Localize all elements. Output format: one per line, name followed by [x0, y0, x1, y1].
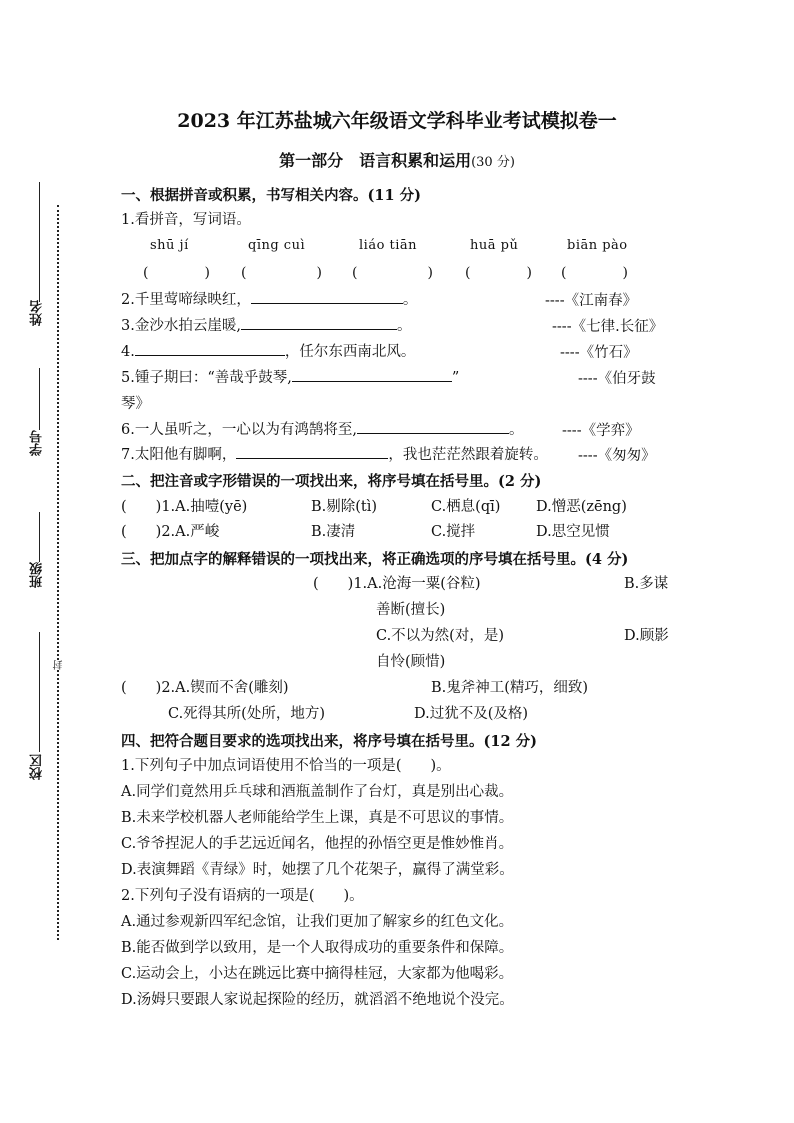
- s3-q1-b: B.多谋: [624, 576, 669, 592]
- s3-q2-b: B.鬼斧神工(精巧，细致): [431, 680, 589, 696]
- q5-line: [121, 367, 459, 388]
- school-field-line[interactable]: [39, 632, 40, 752]
- q2-text: 2.千里莺啼绿映红，: [121, 292, 251, 308]
- q2-blank[interactable]: [251, 289, 403, 304]
- s4-q2-prompt: 2.下列句子没有语病的一项是( )。: [121, 888, 364, 904]
- q7-text: 7.太阳他有脚啊，: [121, 447, 237, 463]
- q3-source: ----《七律.长征》: [552, 319, 664, 335]
- s3-q2-d: D.过犹不及(及格): [414, 706, 529, 722]
- q3-blank[interactable]: [241, 315, 397, 330]
- q5-text: 5.锺子期曰：“善哉乎鼓琴,: [121, 370, 292, 386]
- s2-q2-c: C.搅拌: [431, 524, 476, 540]
- pinyin-4: huā pǔ: [470, 238, 519, 253]
- q5-end: ”: [451, 370, 460, 386]
- section-4-heading: 四、把符合题目要求的选项找出来，将序号填在括号里。(12 分): [121, 733, 537, 750]
- s3-q2-c: C.死得其所(处所，地方): [168, 706, 325, 722]
- q3-line: [121, 315, 411, 336]
- pinyin-5: biān pào: [567, 238, 628, 253]
- s4-q1-option-c: C.爷爷捏泥人的手艺远近闻名，他捏的孙悟空更是惟妙惟肖。: [121, 836, 514, 852]
- s3-q1-d: D.顾影: [624, 628, 669, 644]
- q3-end: 。: [396, 318, 412, 334]
- answer-box-2[interactable]: ( ): [241, 265, 322, 281]
- q7-blank[interactable]: [236, 444, 388, 459]
- s2-q2-a: ( )2.A.严峻: [121, 524, 220, 540]
- name-label: 姓名: [30, 300, 45, 326]
- q6-text: 6.一人虽听之，一心以为有鸿鹄将至,: [121, 422, 357, 438]
- section-1-heading: 一、根据拼音或积累，书写相关内容。(11 分): [121, 187, 421, 204]
- s3-q1-b-cont: 善断(擅长): [376, 602, 446, 618]
- section-3-heading: 三、把加点字的解释错误的一项找出来，将正确选项的序号填在括号里。(4 分): [121, 551, 629, 568]
- answer-box-4[interactable]: ( ): [465, 265, 532, 281]
- q4-blank[interactable]: [135, 341, 285, 356]
- s4-q2-option-d: D.汤姆只要跟人家说起探险的经历，就滔滔不绝地说个没完。: [121, 992, 514, 1008]
- q2-end: 。: [402, 292, 418, 308]
- student-no-field-line[interactable]: [39, 368, 40, 430]
- q2-line: [121, 289, 417, 310]
- q4-end: ，任尔东西南北风。: [284, 344, 416, 360]
- s2-q1-c: C.栖息(qī): [431, 499, 501, 515]
- s2-q1-d: D.憎恶(zēng): [536, 499, 627, 515]
- q4-line: [121, 341, 415, 362]
- answer-box-5[interactable]: ( ): [561, 265, 628, 281]
- q2-source: ----《江南春》: [545, 293, 638, 309]
- seal-mark: 封: [54, 660, 65, 670]
- class-field-line[interactable]: [39, 512, 40, 562]
- exam-title: 2023 年江苏盐城六年级语文学科毕业考试模拟卷一: [177, 110, 617, 132]
- q5-blank[interactable]: [292, 367, 452, 382]
- answer-box-1[interactable]: ( ): [143, 265, 210, 281]
- q3-text: 3.金沙水拍云崖暖,: [121, 318, 241, 334]
- q6-blank[interactable]: [357, 419, 509, 434]
- pinyin-2: qīng cuì: [248, 238, 306, 253]
- part-points: (30 分): [471, 155, 515, 170]
- s2-q1-b: B.剔除(tì): [311, 499, 378, 515]
- q7-source: ----《匆匆》: [578, 448, 656, 464]
- part-heading: [0, 148, 794, 171]
- q7-line: [121, 444, 548, 465]
- s3-q1-d-cont: 自怜(顾惜): [376, 654, 446, 670]
- q5-source-cont: 琴》: [121, 396, 150, 412]
- s4-q1-option-b: B.未来学校机器人老师能给学生上课，真是不可思议的事情。: [121, 810, 514, 826]
- class-label: 班级: [30, 562, 45, 588]
- s2-q1-a: ( )1.A.抽噎(yē): [121, 499, 248, 515]
- school-label: 校区: [30, 754, 45, 780]
- s3-q1-c: C.不以为然(对，是): [376, 628, 505, 644]
- q4-source: ----《竹石》: [560, 345, 638, 361]
- s4-q1-prompt: 1.下列句子中加点词语使用不恰当的一项是( )。: [121, 758, 451, 774]
- s4-q2-option-a: A.通过参观新四军纪念馆，让我们更加了解家乡的红色文化。: [121, 914, 514, 930]
- pinyin-1: shū jí: [150, 238, 189, 253]
- section-2-heading: 二、把注音或字形错误的一项找出来，将序号填在括号里。(2 分): [121, 473, 542, 490]
- q5-source: ----《伯牙鼓: [578, 371, 656, 387]
- q6-source: ----《学弈》: [562, 423, 640, 439]
- q4-text: 4.: [121, 344, 135, 360]
- binding-dotted-line: [57, 205, 59, 940]
- q6-line: [121, 419, 523, 440]
- s2-q2-b: B.凄清: [311, 524, 356, 540]
- s2-q2-d: D.思空见惯: [536, 524, 610, 540]
- s4-q2-option-b: B.能否做到学以致用，是一个人取得成功的重要条件和保障。: [121, 940, 514, 956]
- answer-box-3[interactable]: ( ): [352, 265, 433, 281]
- name-field-line[interactable]: [39, 182, 40, 302]
- s3-q1-a: ( )1.A.沧海一粟(谷粒): [313, 576, 481, 592]
- pinyin-3: liáo tiān: [359, 238, 418, 253]
- part-label: 第一部分 语言积累和运用: [279, 151, 472, 170]
- s4-q1-option-a: A.同学们竟然用乒乓球和酒瓶盖制作了台灯，真是别出心裁。: [121, 784, 514, 800]
- q6-end: 。: [508, 422, 524, 438]
- q1-prompt: 1.看拼音，写词语。: [121, 212, 251, 228]
- student-no-label: 学号: [30, 430, 45, 456]
- s4-q1-option-d: D.表演舞蹈《青绿》时，她摆了几个花架子，赢得了满堂彩。: [121, 862, 514, 878]
- q7-end: ，我也茫茫然跟着旋转。: [388, 447, 548, 463]
- s3-q2-a: ( )2.A.锲而不舍(雕刻): [121, 680, 289, 696]
- s4-q2-option-c: C.运动会上，小达在跳远比赛中摘得桂冠，大家都为他喝彩。: [121, 966, 514, 982]
